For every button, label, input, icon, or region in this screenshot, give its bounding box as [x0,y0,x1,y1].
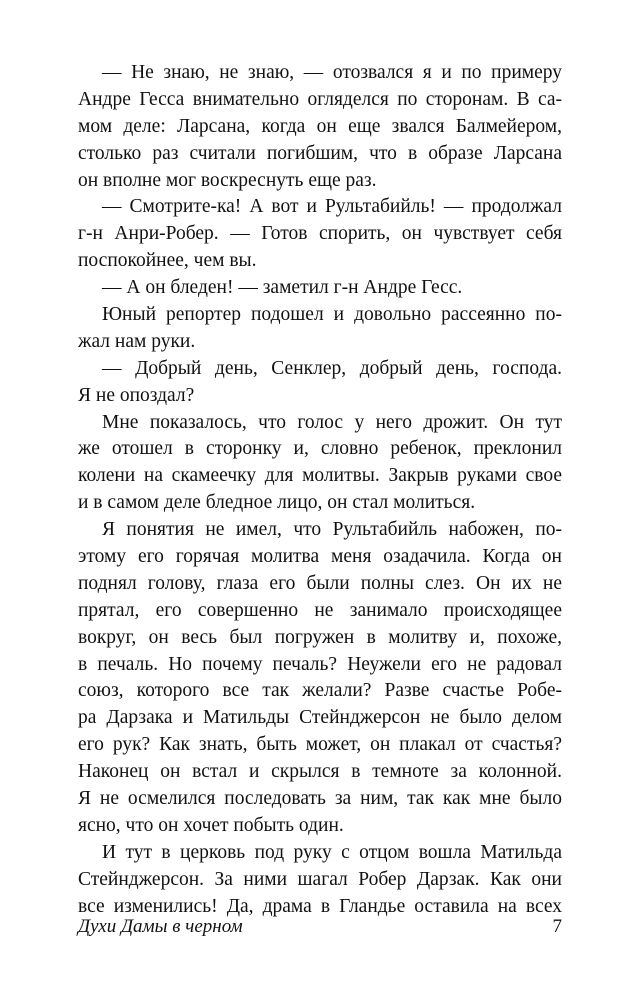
text-line: этому его горячая молитва меня озадачила. Когда он [78,546,562,568]
text-line: Стейнджерсон. За ними шагал Робер Дарзак. Как они [78,868,562,890]
text-line: прятал, его совершенно не занимало происходящее [78,599,562,621]
text-line: союз, которого все так желали? Разве счастье Робе- [78,680,562,702]
text-line: Юный репортер подошел и довольно рассеянно по- [102,304,562,326]
text-line: мом деле: Ларсана, когда он еще звался Балмейером, [78,115,562,137]
running-footer-title: Духи Дамы в черном [78,916,243,937]
text-line: поднял голову, глаза его были полны слез. Он их не [78,572,562,594]
text-line: И тут в церковь под руку с отцом вошла Матильда [102,841,562,863]
text-line: Андре Гесса внимательно огляделся по сторонам. В са- [78,88,562,110]
text-line: в печаль. Но почему печаль? Неужели его не радовал [78,653,562,675]
text-line: — Смотрите-ка! А вот и Рультабийль! — продолжал [102,196,562,218]
text-line: вокруг, он весь был погружен в молитву и, похоже, [78,626,562,648]
text-line: столько раз считали погибшим, что в образе Ларсана [78,142,562,164]
text-line: — Добрый день, Сенклер, добрый день, господа. [102,357,562,379]
text-line: поспокойнее, чем вы. [78,250,257,272]
text-line: Я не опоздал? [78,384,195,406]
text-line: Наконец он встал и скрылся в темноте за колонной. [78,761,562,783]
text-line: ра Дарзака и Матильды Стейнджерсон не было делом [78,707,562,729]
text-line: Я не осмелился последовать за ним, так как мне было [78,788,562,810]
text-line: и в самом деле бледное лицо, он стал молиться. [78,492,476,514]
text-line: его рук? Как знать, быть может, он плакал от счастья? [78,734,562,756]
text-line: он вполне мог воскреснуть еще раз. [78,169,377,191]
text-line: все изменились! Да, драма в Гландье оставила на всех [78,895,562,917]
text-line: — А он бледен! — заметил г-н Андре Гесс. [102,277,463,299]
text-line: г-н Анри-Робер. — Готов спорить, он чувствует себя [78,223,562,245]
page-number: 7 [552,916,562,937]
text-line: Мне показалось, что голос у него дрожит. Он тут [102,411,562,433]
text-line: колени на скамеечку для молитвы. Закрыв руками свое [78,465,562,487]
text-line: ясно, что он хочет побыть один. [78,814,344,836]
text-line: Я понятия не имел, что Рультабийль набожен, по- [102,519,562,541]
text-line: — Не знаю, не знаю, — отозвался я и по примеру [102,62,562,83]
text-line: же отошел в сторонку и, словно ребенок, преклонил [78,438,562,460]
body-text [78,60,562,921]
text-line: жал нам руки. [78,330,196,352]
